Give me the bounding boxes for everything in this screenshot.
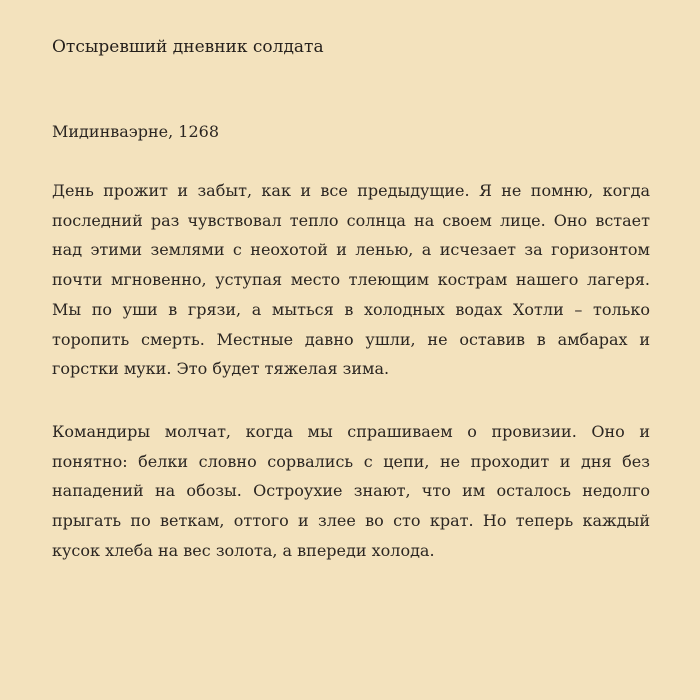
place-date-line: Мидинваэрне, 1268 <box>52 122 219 141</box>
diary-paragraph-2: Командиры молчат, когда мы спрашиваем о провизии. Оно и понятно: белки словно сорвались с цепи, не проходит и дня без нападений на обозы. Остроухие знают, что им осталось недолго прыгать по веткам, оттого и злее во сто крат. Но теперь каждый кусок хлеба на вес золота, а впереди холода. <box>52 421 650 560</box>
document-title: Отсыревший дневник солдата <box>52 37 324 57</box>
diary-paragraph-1: День прожит и забыт, как и все предыдущие. Я не помню, когда последний раз чувствовал тепло солнца на своем лице. Оно встает над этими землями с неохотой и ленью, а исчезает за горизонтом почти мгновенно, уступая место тлеющим кострам нашего лагеря. Мы по уши в грязи, а мыться в холодных водах Хотли – только торопить смерть. Местные давно ушли, не оставив в амбарах и горстки муки. Это будет тяжелая зима. <box>52 181 650 379</box>
